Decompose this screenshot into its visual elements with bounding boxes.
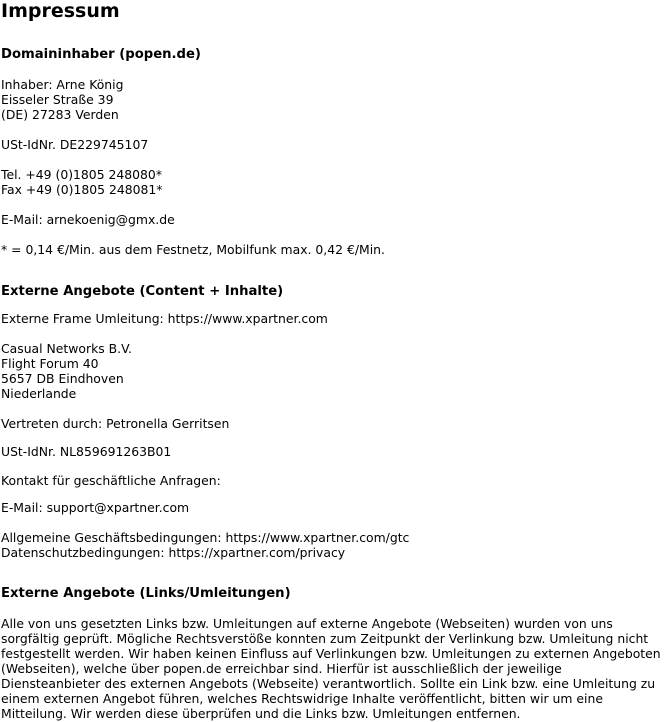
company-city: 5657 DB Eindhoven [1, 371, 124, 386]
owner-fax: Fax +49 (0)1805 248081* [1, 182, 163, 197]
external-content-heading: Externe Angebote (Content + Inhalte) [1, 284, 284, 299]
owner-vat: USt-IdNr. DE229745107 [1, 137, 149, 152]
owner-name: Inhaber: Arne König [1, 77, 124, 92]
owner-email[interactable]: E-Mail: arnekoenig@gmx.de [1, 212, 175, 227]
owner-street: Eisseler Straße 39 [1, 92, 114, 107]
legal-links [1, 530, 409, 560]
company-email[interactable]: E-Mail: support@xpartner.com [1, 500, 190, 515]
company-vat: USt-IdNr. NL859691263B01 [1, 444, 172, 459]
owner-address [1, 77, 123, 122]
company-country: Niederlande [1, 386, 77, 401]
owner-phone-block [1, 167, 162, 197]
terms-link[interactable]: Allgemeine Geschäftsbedingungen: https://www.xpartner.com/gtc [1, 530, 410, 545]
owner-phone: Tel. +49 (0)1805 248080* [1, 167, 163, 182]
owner-heading: Domaininhaber (popen.de) [1, 47, 201, 62]
owner-city: (DE) 27283 Verden [1, 107, 119, 122]
external-links-text: Alle von uns gesetzten Links bzw. Umleitungen auf externe Angebote (Webseiten) wurden von uns sorgfältig geprüft. Mögliche Rechtsverstöße konnten zum Zeitpunkt der Verlinkung bzw. Umleitung nicht festgestellt werden. Wir haben keinen Einfluss auf Verlinkungen bzw. Umleitungen zu externen Angeboten (Webseiten), welche über popen.de erreichbar sind. Hierfür ist ausschließlich der jeweilige Diensteanbieter des externen Angebots (Webseite) verantwortlich. Sollte ein Link bzw. eine Umleitung zu einem externen Angebot führen, welches Rechtswidrige Inhalte veröffentlicht, bitten wir um eine Mitteilung. Wir werden diese überprüfen und die Links bzw. Umleitungen entfernen. [1, 616, 661, 721]
company-name: Casual Networks B.V. [1, 341, 132, 356]
privacy-link[interactable]: Datenschutzbedingungen: https://xpartner.com/privacy [1, 545, 346, 560]
price-footnote: * = 0,14 €/Min. aus dem Festnetz, Mobilfunk max. 0,42 €/Min. [1, 242, 385, 257]
frame-redirect[interactable]: Externe Frame Umleitung: https://www.xpartner.com [1, 311, 328, 326]
external-links-heading: Externe Angebote (Links/Umleitungen) [1, 586, 291, 601]
business-contact-label: Kontakt für geschäftliche Anfragen: [1, 473, 221, 488]
page-title: Impressum [1, 0, 120, 22]
company-street: Flight Forum 40 [1, 356, 99, 371]
represented-by: Vertreten durch: Petronella Gerritsen [1, 416, 230, 431]
company-address [1, 341, 132, 401]
